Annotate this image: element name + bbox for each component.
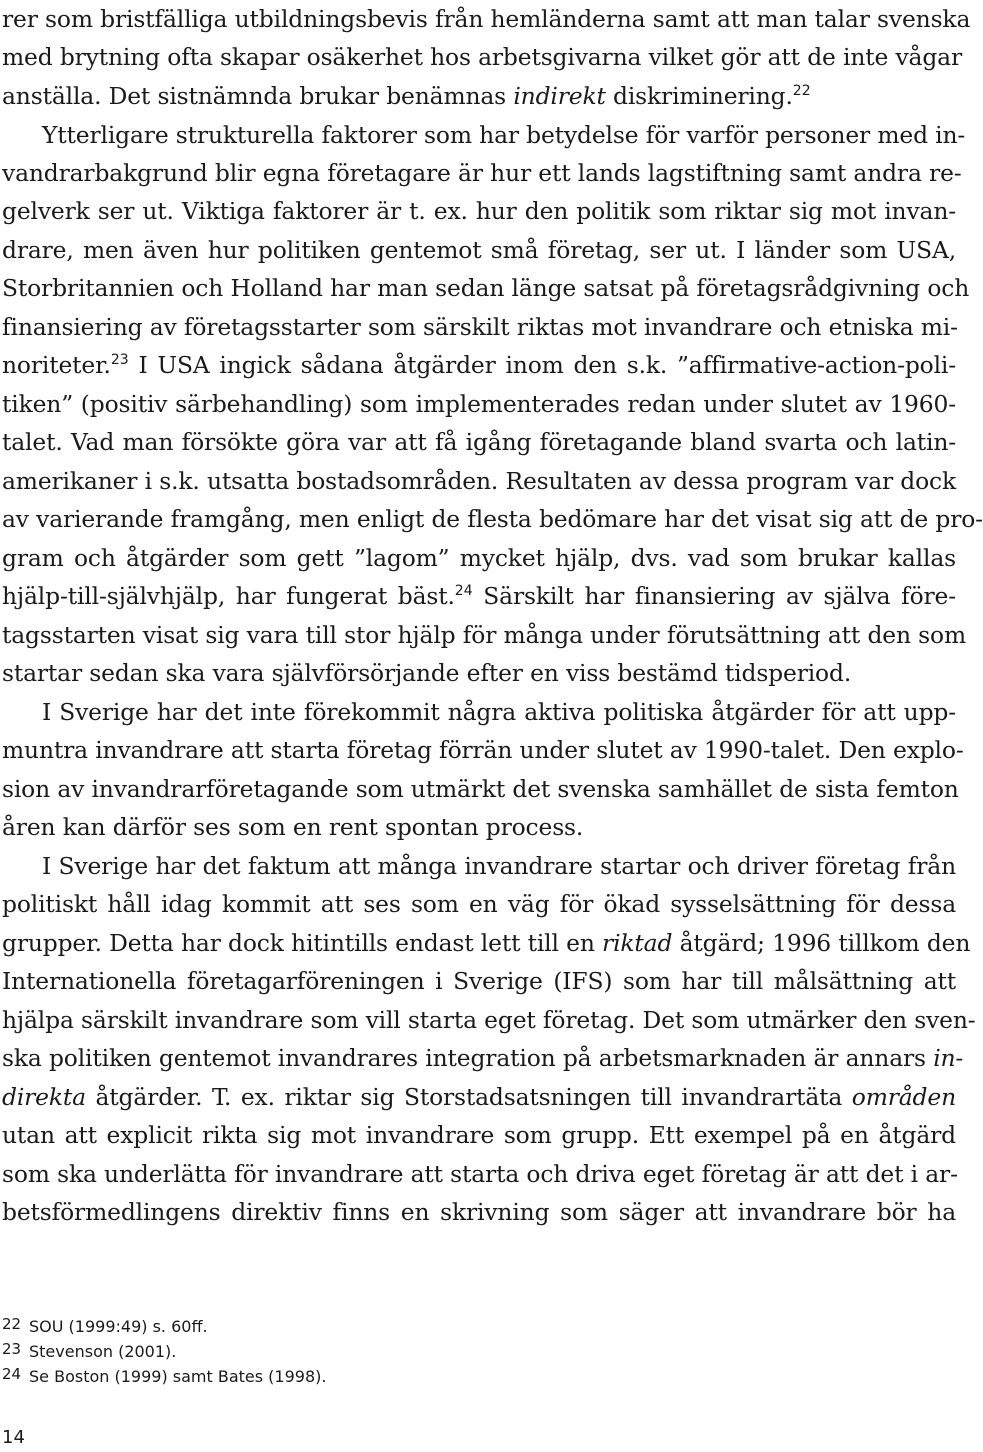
text-line: politiskt håll idag kommit att ses som en väg för ökad sysselsättning för dessa bbox=[2, 890, 956, 918]
text-line: med brytning ofta skapar osäkerhet hos arbetsgivarna vilket gör att de inte vågar bbox=[2, 43, 963, 71]
emphasis: riktad bbox=[602, 929, 673, 957]
text-line: hjälpa särskilt invandrare som vill starta eget företag. Det som utmärker den sven- bbox=[2, 1006, 976, 1034]
emphasis: områden bbox=[851, 1083, 956, 1111]
text-line: Internationella företagarföreningen i Sverige (IFS) som har till målsättning att bbox=[2, 967, 956, 995]
text-line: rer som bristfälliga utbildningsbevis från hemländerna samt att man talar svenska bbox=[2, 5, 971, 33]
text-line: åren kan därför ses som en rent spontan process. bbox=[2, 813, 584, 841]
text-line: finansiering av företagsstarter som särskilt riktas mot invandrare och etniska mi- bbox=[2, 313, 958, 341]
text-line: ska politiken gentemot invandrares integration på arbetsmarknaden är annars in- bbox=[2, 1044, 964, 1072]
footnote-ref: 23 bbox=[110, 352, 129, 369]
text-line: tiken” (positiv särbehandling) som implementerades redan under slutet av 1960- bbox=[2, 390, 956, 418]
text-line: muntra invandrare att starta företag förrän under slutet av 1990-talet. Den explo- bbox=[2, 736, 964, 764]
text-line: amerikaner i s.k. utsatta bostadsområden. Resultaten av dessa program var dock bbox=[2, 467, 957, 495]
text-line: anställa. Det sistnämnda brukar benämnas indirekt diskriminering.$^{22}$ bbox=[2, 82, 811, 110]
text-line: gelverk ser ut. Viktiga faktorer är t. ex. hur den politik som riktar sig mot invan- bbox=[2, 197, 956, 225]
emphasis: in- bbox=[933, 1044, 964, 1072]
footnote-text: SOU (1999:49) s. 60ff. bbox=[29, 1317, 208, 1336]
text-line: sion av invandrarföretagande som utmärkt det svenska samhället de sista femton bbox=[2, 775, 959, 803]
text-line: talet. Vad man försökte göra var att få igång företagande bland svarta och latin- bbox=[2, 428, 956, 456]
emphasis: direkta bbox=[2, 1083, 86, 1111]
footnote-ref: 22 bbox=[792, 83, 811, 100]
text-line: som ska underlätta för invandrare att starta och driva eget företag är att det i ar- bbox=[2, 1160, 958, 1188]
text-line: startar sedan ska vara självförsörjande efter en viss bestämd tidsperiod. bbox=[2, 659, 852, 687]
footnote bbox=[2, 1364, 326, 1390]
text-line: I Sverige har det faktum att många invandrare startar och driver företag från bbox=[42, 852, 956, 880]
text-line: I Sverige har det inte förekommit några aktiva politiska åtgärder för att upp- bbox=[42, 698, 956, 726]
text-line: Ytterligare strukturella faktorer som har betydelse för varför personer med in- bbox=[42, 121, 966, 149]
text-line: hjälp-till-självhjälp, har fungerat bäst.$^{24}$ Särskilt har finansiering av själva före- bbox=[2, 582, 956, 610]
text-line: Storbritannien och Holland har man sedan länge satsat på företagsrådgivning och bbox=[2, 274, 970, 302]
text-line: noriteter.$^{23}$ I USA ingick sådana åtgärder inom den s.k. ”affirmative-action-poli- bbox=[2, 351, 956, 379]
text-line: vandrarbakgrund blir egna företagare är hur ett lands lagstiftning samt andra re- bbox=[2, 159, 962, 187]
text-line: betsförmedlingens direktiv finns en skrivning som säger att invandrare bör ha bbox=[2, 1198, 956, 1226]
text-line: tagsstarten visat sig vara till stor hjälp för många under förutsättning att den som bbox=[2, 621, 966, 649]
footnote-text: Se Boston (1999) samt Bates (1998). bbox=[29, 1367, 327, 1386]
text-line: drare, men även hur politiken gentemot små företag, ser ut. I länder som USA, bbox=[2, 236, 956, 264]
footnote-number: 23 bbox=[2, 1340, 22, 1358]
text-line: grupper. Detta har dock hitintills endast lett till en riktad åtgärd; 1996 tillkom den bbox=[2, 929, 971, 957]
text-line: gram och åtgärder som gett ”lagom” mycket hjälp, dvs. vad som brukar kallas bbox=[2, 544, 956, 572]
text-line: av varierande framgång, men enligt de flesta bedömare har det visat sig att de pro- bbox=[2, 505, 983, 533]
emphasis: indirekt bbox=[513, 82, 606, 110]
text-line: direkta åtgärder. T. ex. riktar sig Storstadsatsningen till invandrartäta områden bbox=[2, 1083, 956, 1111]
footnote bbox=[2, 1314, 208, 1340]
footnote-number: 24 bbox=[2, 1365, 22, 1383]
footnote-text: Stevenson (2001). bbox=[29, 1342, 177, 1361]
text-line: utan att explicit rikta sig mot invandrare som grupp. Ett exempel på en åtgärd bbox=[2, 1121, 956, 1149]
footnote-ref: 24 bbox=[454, 583, 473, 600]
page-number: 14 bbox=[2, 1427, 25, 1448]
footnote-number: 22 bbox=[2, 1315, 22, 1333]
